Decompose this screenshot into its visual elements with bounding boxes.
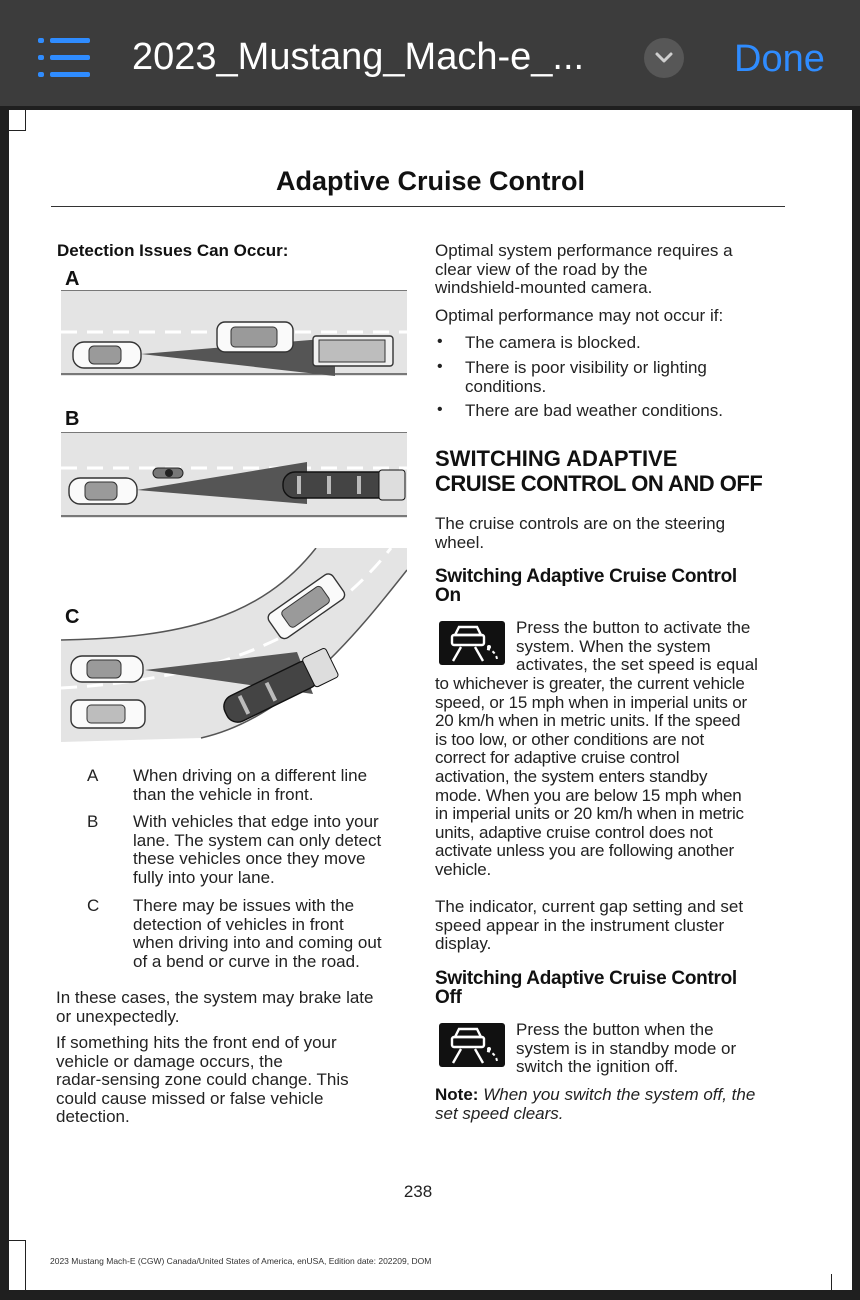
switching-on-body: to whichever is greater, the current vehicle speed, or 15 mph when in imperial units or 20 km/h when in metric units. If the speed is too low, or other conditions are not correct for adaptive cruise control activation, the system enters standby mode. When you are below 15 mph when in imperial units or 20 km/h when in metric units, adaptive cruise control does not activate unless you are following another vehicle. bbox=[435, 674, 747, 879]
car-icon bbox=[69, 478, 137, 504]
figure-label-a: A bbox=[65, 268, 80, 290]
bullet-dot: • bbox=[437, 401, 443, 418]
tanker-truck-icon bbox=[283, 470, 405, 500]
chevron-down-icon[interactable] bbox=[644, 38, 684, 78]
indicator-paragraph: The indicator, current gap setting and set speed appear in the instrument cluster display. bbox=[435, 897, 744, 954]
crop-mark bbox=[9, 1240, 26, 1291]
performance-conditions-intro: Optimal performance may not occur if: bbox=[435, 306, 724, 325]
suv-icon bbox=[217, 322, 293, 352]
heading-divider bbox=[51, 206, 785, 207]
page-number: 238 bbox=[403, 1182, 433, 1201]
legend-text-a: When driving on a different line than the vehicle in front. bbox=[133, 766, 368, 804]
figure-b-illustration bbox=[61, 432, 407, 518]
performance-paragraph: Optimal system performance requires a clear view of the road by the windshield-mounted camera. bbox=[435, 241, 733, 298]
note-paragraph: Note: When you switch the system off, the set speed clears. bbox=[435, 1085, 756, 1123]
bullet-dot: • bbox=[437, 358, 443, 375]
bullet-item: The camera is blocked. bbox=[465, 333, 641, 352]
motorcycle-icon bbox=[153, 468, 183, 478]
damage-paragraph: If something hits the front end of your vehicle or damage occurs, the radar-sensing zone could change. This could cause missed or false vehicle detection. bbox=[56, 1033, 349, 1127]
done-button[interactable]: Done bbox=[734, 38, 825, 80]
manual-page bbox=[9, 110, 852, 1290]
crop-mark bbox=[9, 110, 26, 131]
section-title: SWITCHING ADAPTIVE CRUISE CONTROL ON AND OFF bbox=[435, 446, 763, 496]
figure-label-c: C bbox=[65, 606, 80, 628]
viewer-toolbar bbox=[0, 0, 860, 106]
note-label: Note: bbox=[435, 1085, 479, 1104]
page-footer: 2023 Mustang Mach-E (CGW) Canada/United States of America, enUSA, Edition date: 202209, DOM bbox=[50, 1256, 432, 1266]
menu-list-icon[interactable] bbox=[38, 38, 90, 78]
legend-text-c: There may be issues with the detection of vehicles in front when driving into and coming out of a bend or curve in the road. bbox=[133, 896, 382, 971]
adaptive-cruise-icon bbox=[439, 621, 505, 665]
bullet-dot: • bbox=[437, 333, 443, 350]
page-heading: Adaptive Cruise Control bbox=[275, 166, 586, 196]
legend-key-a: A bbox=[87, 766, 99, 785]
bullet-item: There is poor visibility or lighting conditions. bbox=[465, 358, 707, 396]
detection-title: Detection Issues Can Occur: bbox=[57, 241, 289, 260]
section-paragraph: The cruise controls are on the steering wheel. bbox=[435, 514, 726, 552]
switching-off-icon-text: Press the button when the system is in standby mode or switch the ignition off. bbox=[516, 1020, 737, 1077]
legend-key-b: B bbox=[87, 812, 99, 831]
switching-on-icon-text: Press the button to activate the system. When the system activates, the set speed is equal bbox=[516, 618, 758, 675]
adaptive-cruise-icon bbox=[439, 1023, 505, 1067]
car-icon bbox=[71, 656, 143, 682]
crop-mark bbox=[831, 1274, 833, 1290]
truck-icon bbox=[313, 336, 393, 366]
bullet-item: There are bad weather conditions. bbox=[465, 401, 723, 420]
switching-on-title: Switching Adaptive Cruise Control On bbox=[435, 566, 737, 606]
figure-a-illustration bbox=[61, 290, 407, 376]
legend-text-b: With vehicles that edge into your lane. The system can only detect these vehicles once they move fully into your lane. bbox=[133, 812, 382, 887]
document-title[interactable]: 2023_Mustang_Mach-e_... bbox=[132, 36, 585, 78]
note-text: When you switch the system off, the bbox=[483, 1085, 756, 1104]
figure-label-b: B bbox=[65, 408, 80, 430]
legend-key-c: C bbox=[87, 896, 100, 915]
figure-c-illustration bbox=[61, 548, 407, 742]
car-icon bbox=[71, 700, 145, 728]
car-icon bbox=[73, 342, 141, 368]
cases-paragraph: In these cases, the system may brake late or unexpectedly. bbox=[56, 988, 374, 1026]
switching-off-title: Switching Adaptive Cruise Control Off bbox=[435, 968, 737, 1008]
